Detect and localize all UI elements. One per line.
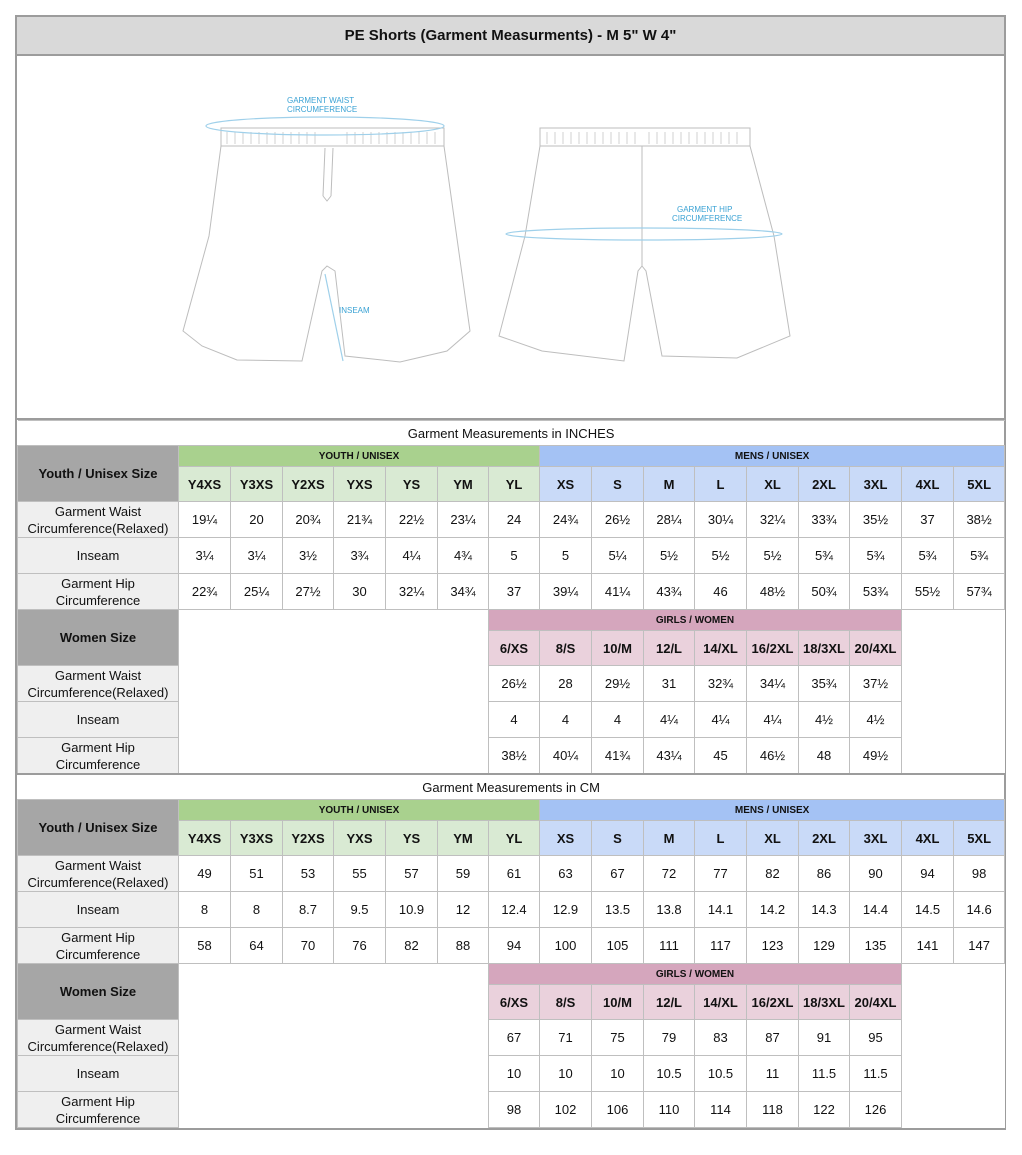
size-cell: Y2XS <box>283 467 334 502</box>
size-cell: 4XL <box>902 467 954 502</box>
size-cell: 3XL <box>850 821 902 856</box>
value-cell: 5½ <box>695 538 747 574</box>
value-cell: 95 <box>850 1020 902 1056</box>
value-cell: 72 <box>644 856 695 892</box>
value-cell: 38½ <box>489 738 540 775</box>
value-cell: 39¼ <box>540 574 592 610</box>
value-cell: 41¾ <box>592 738 644 775</box>
size-cell: Y2XS <box>283 821 334 856</box>
value-cell: 29½ <box>592 666 644 702</box>
row-label: Inseam <box>18 702 179 738</box>
value-cell: 86 <box>799 856 850 892</box>
row-label: Garment Waist Circumference(Relaxed) <box>18 856 179 892</box>
size-cell: 16/2XL <box>747 631 799 666</box>
value-cell: 46½ <box>747 738 799 775</box>
value-cell: 37 <box>902 502 954 538</box>
size-cell: S <box>592 467 644 502</box>
value-cell: 4 <box>592 702 644 738</box>
value-cell: 38½ <box>954 502 1005 538</box>
value-cell: 48½ <box>747 574 799 610</box>
value-cell: 32¼ <box>386 574 438 610</box>
value-cell: 41¼ <box>592 574 644 610</box>
size-cell: Y3XS <box>231 467 283 502</box>
value-cell: 43¾ <box>644 574 695 610</box>
size-cell: 3XL <box>850 467 902 502</box>
value-cell: 25¼ <box>231 574 283 610</box>
size-cell: 18/3XL <box>799 985 850 1020</box>
value-cell: 67 <box>592 856 644 892</box>
measurement-table <box>17 420 1005 1128</box>
value-cell: 75 <box>592 1020 644 1056</box>
value-cell: 31 <box>644 666 695 702</box>
value-cell: 55 <box>334 856 386 892</box>
value-cell: 27½ <box>283 574 334 610</box>
value-cell: 13.5 <box>592 892 644 928</box>
value-cell: 4¼ <box>747 702 799 738</box>
size-cell: 20/4XL <box>850 985 902 1020</box>
value-cell: 105 <box>592 928 644 964</box>
value-cell: 88 <box>438 928 489 964</box>
value-cell: 8 <box>179 892 231 928</box>
size-cell: S <box>592 821 644 856</box>
value-cell: 34¼ <box>747 666 799 702</box>
value-cell: 82 <box>747 856 799 892</box>
value-cell: 5¾ <box>799 538 850 574</box>
size-cell: 6/XS <box>489 631 540 666</box>
value-cell: 12.4 <box>489 892 540 928</box>
size-cell: Y4XS <box>179 821 231 856</box>
value-cell: 49 <box>179 856 231 892</box>
inches-youth-size-label: Youth / Unisex Size <box>18 446 179 502</box>
waist-measure-line <box>206 117 444 135</box>
inches-group-header-row <box>18 446 1005 467</box>
table-row <box>18 738 1005 775</box>
size-cell: XL <box>747 467 799 502</box>
row-label: Garment Waist Circumference(Relaxed) <box>18 502 179 538</box>
value-cell: 40¼ <box>540 738 592 775</box>
size-cell: 2XL <box>799 821 850 856</box>
blank-area <box>902 610 1005 775</box>
value-cell: 123 <box>747 928 799 964</box>
value-cell: 30¼ <box>695 502 747 538</box>
value-cell: 50¾ <box>799 574 850 610</box>
size-cell: 14/XL <box>695 631 747 666</box>
table-row <box>18 1020 1005 1056</box>
value-cell: 4¼ <box>386 538 438 574</box>
value-cell: 3½ <box>283 538 334 574</box>
size-cell: 6/XS <box>489 985 540 1020</box>
table-row <box>18 892 1005 928</box>
size-cell: YM <box>438 467 489 502</box>
size-cell: 20/4XL <box>850 631 902 666</box>
size-chart <box>15 15 1006 1130</box>
page-title: PE Shorts (Garment Measurments) - M 5" W 4" <box>17 17 1004 56</box>
size-cell: 16/2XL <box>747 985 799 1020</box>
hip-label-2: CIRCUMFERENCE <box>672 214 743 223</box>
value-cell: 24¾ <box>540 502 592 538</box>
table-row <box>18 1056 1005 1092</box>
table-row <box>18 574 1005 610</box>
value-cell: 34¾ <box>438 574 489 610</box>
value-cell: 24 <box>489 502 540 538</box>
value-cell: 37 <box>489 574 540 610</box>
value-cell: 33¾ <box>799 502 850 538</box>
value-cell: 4¾ <box>438 538 489 574</box>
row-label: Garment Hip Circumference <box>18 1092 179 1128</box>
size-cell: XS <box>540 821 592 856</box>
inches-women-size-label: Women Size <box>18 610 179 666</box>
value-cell: 8.7 <box>283 892 334 928</box>
size-cell: 10/M <box>592 985 644 1020</box>
value-cell: 4 <box>489 702 540 738</box>
size-cell: L <box>695 467 747 502</box>
value-cell: 5½ <box>644 538 695 574</box>
value-cell: 147 <box>954 928 1005 964</box>
value-cell: 5¼ <box>592 538 644 574</box>
blank-area <box>179 610 489 775</box>
value-cell: 20¾ <box>283 502 334 538</box>
blank-area <box>179 964 489 1128</box>
waist-label-1: GARMENT WAIST <box>287 96 355 105</box>
value-cell: 28 <box>540 666 592 702</box>
waist-label-2: CIRCUMFERENCE <box>287 105 358 114</box>
value-cell: 12.9 <box>540 892 592 928</box>
inches-mens-group: MENS / UNISEX <box>540 446 1005 467</box>
size-cell: M <box>644 821 695 856</box>
value-cell: 14.2 <box>747 892 799 928</box>
size-cell: YXS <box>334 467 386 502</box>
size-cell: M <box>644 467 695 502</box>
value-cell: 10 <box>540 1056 592 1092</box>
cm-mens-group: MENS / UNISEX <box>540 800 1005 821</box>
value-cell: 45 <box>695 738 747 775</box>
value-cell: 98 <box>954 856 1005 892</box>
value-cell: 102 <box>540 1092 592 1128</box>
value-cell: 14.3 <box>799 892 850 928</box>
table-row <box>18 856 1005 892</box>
value-cell: 111 <box>644 928 695 964</box>
value-cell: 10 <box>489 1056 540 1092</box>
value-cell: 3¾ <box>334 538 386 574</box>
value-cell: 3¼ <box>179 538 231 574</box>
value-cell: 4½ <box>850 702 902 738</box>
shorts-diagram <box>17 56 1004 418</box>
row-label: Garment Waist Circumference(Relaxed) <box>18 1020 179 1056</box>
value-cell: 32¼ <box>747 502 799 538</box>
value-cell: 114 <box>695 1092 747 1128</box>
blank-area <box>902 964 1005 1128</box>
value-cell: 55½ <box>902 574 954 610</box>
size-cell: 12/L <box>644 985 695 1020</box>
value-cell: 9.5 <box>334 892 386 928</box>
table-row <box>18 1092 1005 1128</box>
value-cell: 10.5 <box>695 1056 747 1092</box>
value-cell: 53¾ <box>850 574 902 610</box>
value-cell: 11.5 <box>799 1056 850 1092</box>
value-cell: 5¾ <box>850 538 902 574</box>
value-cell: 5 <box>489 538 540 574</box>
value-cell: 49½ <box>850 738 902 775</box>
cm-group-header-row <box>18 800 1005 821</box>
value-cell: 59 <box>438 856 489 892</box>
table-row <box>18 502 1005 538</box>
value-cell: 32¾ <box>695 666 747 702</box>
value-cell: 4¼ <box>644 702 695 738</box>
value-cell: 87 <box>747 1020 799 1056</box>
inches-caption-row <box>18 421 1005 446</box>
value-cell: 94 <box>902 856 954 892</box>
value-cell: 3¼ <box>231 538 283 574</box>
cm-women-size-label: Women Size <box>18 964 179 1020</box>
size-cell: YXS <box>334 821 386 856</box>
cm-youth-size-label: Youth / Unisex Size <box>18 800 179 856</box>
size-cell: 10/M <box>592 631 644 666</box>
value-cell: 43¼ <box>644 738 695 775</box>
value-cell: 28¼ <box>644 502 695 538</box>
value-cell: 57¾ <box>954 574 1005 610</box>
row-label: Garment Hip Circumference <box>18 574 179 610</box>
value-cell: 57 <box>386 856 438 892</box>
size-cell: 18/3XL <box>799 631 850 666</box>
value-cell: 46 <box>695 574 747 610</box>
value-cell: 4¼ <box>695 702 747 738</box>
size-cell: 4XL <box>902 821 954 856</box>
value-cell: 51 <box>231 856 283 892</box>
value-cell: 19¼ <box>179 502 231 538</box>
size-cell: XS <box>540 467 592 502</box>
row-label: Inseam <box>18 892 179 928</box>
value-cell: 23¼ <box>438 502 489 538</box>
front-shorts-drawing <box>183 128 470 362</box>
value-cell: 91 <box>799 1020 850 1056</box>
inseam-label: INSEAM <box>339 306 370 315</box>
value-cell: 11.5 <box>850 1056 902 1092</box>
value-cell: 53 <box>283 856 334 892</box>
value-cell: 135 <box>850 928 902 964</box>
inches-caption: Garment Measurements in INCHES <box>18 421 1005 446</box>
size-cell: 8/S <box>540 631 592 666</box>
value-cell: 67 <box>489 1020 540 1056</box>
value-cell: 11 <box>747 1056 799 1092</box>
row-label: Inseam <box>18 1056 179 1092</box>
value-cell: 64 <box>231 928 283 964</box>
value-cell: 63 <box>540 856 592 892</box>
value-cell: 14.6 <box>954 892 1005 928</box>
size-cell: L <box>695 821 747 856</box>
value-cell: 70 <box>283 928 334 964</box>
row-label: Inseam <box>18 538 179 574</box>
size-cell: 5XL <box>954 467 1005 502</box>
size-cell: 8/S <box>540 985 592 1020</box>
size-cell: 5XL <box>954 821 1005 856</box>
value-cell: 126 <box>850 1092 902 1128</box>
size-cell: YL <box>489 821 540 856</box>
value-cell: 94 <box>489 928 540 964</box>
value-cell: 4½ <box>799 702 850 738</box>
value-cell: 26½ <box>489 666 540 702</box>
value-cell: 98 <box>489 1092 540 1128</box>
value-cell: 10.5 <box>644 1056 695 1092</box>
value-cell: 58 <box>179 928 231 964</box>
value-cell: 61 <box>489 856 540 892</box>
value-cell: 5¾ <box>902 538 954 574</box>
value-cell: 100 <box>540 928 592 964</box>
value-cell: 106 <box>592 1092 644 1128</box>
value-cell: 110 <box>644 1092 695 1128</box>
value-cell: 77 <box>695 856 747 892</box>
value-cell: 37½ <box>850 666 902 702</box>
size-cell: YS <box>386 821 438 856</box>
value-cell: 8 <box>231 892 283 928</box>
cm-youth-group: YOUTH / UNISEX <box>179 800 540 821</box>
value-cell: 14.5 <box>902 892 954 928</box>
row-label: Garment Waist Circumference(Relaxed) <box>18 666 179 702</box>
shorts-illustration <box>17 56 1004 420</box>
inches-girls-group: GIRLS / WOMEN <box>489 610 902 631</box>
value-cell: 20 <box>231 502 283 538</box>
size-cell: YS <box>386 467 438 502</box>
value-cell: 118 <box>747 1092 799 1128</box>
inches-youth-group: YOUTH / UNISEX <box>179 446 540 467</box>
table-row <box>18 538 1005 574</box>
table-row <box>18 666 1005 702</box>
cm-caption: Garment Measurements in CM <box>18 774 1005 800</box>
hip-measure-line <box>506 228 782 240</box>
size-cell: XL <box>747 821 799 856</box>
value-cell: 35½ <box>850 502 902 538</box>
value-cell: 26½ <box>592 502 644 538</box>
value-cell: 5 <box>540 538 592 574</box>
size-cell: Y3XS <box>231 821 283 856</box>
back-shorts-drawing <box>499 128 790 361</box>
value-cell: 10.9 <box>386 892 438 928</box>
value-cell: 71 <box>540 1020 592 1056</box>
value-cell: 79 <box>644 1020 695 1056</box>
value-cell: 76 <box>334 928 386 964</box>
cm-women-group-row <box>18 964 1005 985</box>
value-cell: 12 <box>438 892 489 928</box>
value-cell: 22¾ <box>179 574 231 610</box>
value-cell: 117 <box>695 928 747 964</box>
table-row <box>18 928 1005 964</box>
value-cell: 4 <box>540 702 592 738</box>
value-cell: 122 <box>799 1092 850 1128</box>
value-cell: 82 <box>386 928 438 964</box>
table-row <box>18 702 1005 738</box>
row-label: Garment Hip Circumference <box>18 928 179 964</box>
value-cell: 141 <box>902 928 954 964</box>
value-cell: 30 <box>334 574 386 610</box>
size-cell: YL <box>489 467 540 502</box>
size-cell: Y4XS <box>179 467 231 502</box>
size-cell: YM <box>438 821 489 856</box>
value-cell: 129 <box>799 928 850 964</box>
size-cell: 12/L <box>644 631 695 666</box>
row-label: Garment Hip Circumference <box>18 738 179 775</box>
value-cell: 14.4 <box>850 892 902 928</box>
size-cell: 14/XL <box>695 985 747 1020</box>
cm-girls-group: GIRLS / WOMEN <box>489 964 902 985</box>
value-cell: 35¾ <box>799 666 850 702</box>
value-cell: 5½ <box>747 538 799 574</box>
inches-women-group-row <box>18 610 1005 631</box>
hip-label-1: GARMENT HIP <box>677 205 733 214</box>
value-cell: 5¾ <box>954 538 1005 574</box>
value-cell: 22½ <box>386 502 438 538</box>
value-cell: 10 <box>592 1056 644 1092</box>
value-cell: 21¾ <box>334 502 386 538</box>
value-cell: 13.8 <box>644 892 695 928</box>
value-cell: 14.1 <box>695 892 747 928</box>
value-cell: 83 <box>695 1020 747 1056</box>
value-cell: 48 <box>799 738 850 775</box>
size-cell: 2XL <box>799 467 850 502</box>
cm-caption-row <box>18 774 1005 800</box>
value-cell: 90 <box>850 856 902 892</box>
